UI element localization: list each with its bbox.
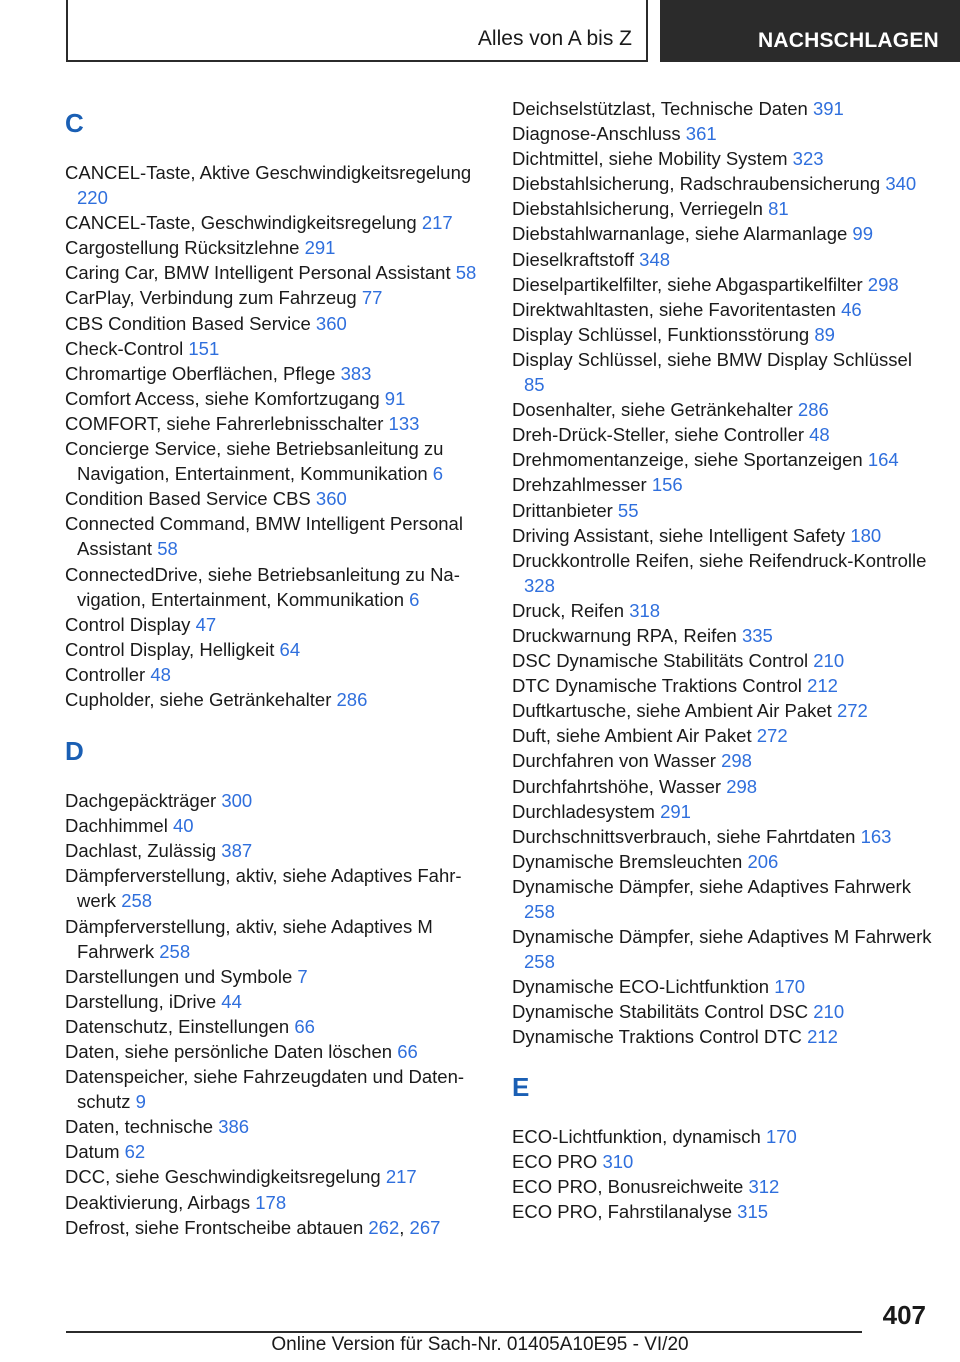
page-reference-link[interactable]: 312: [748, 1175, 780, 1197]
index-entry-text: CANCEL-Taste, Geschwindigkeitsregelung: [65, 212, 417, 234]
page-reference-link[interactable]: 66: [397, 1041, 418, 1062]
index-entry: [512, 924, 932, 974]
index-entry: [512, 648, 932, 673]
index-entry-text: CBS Condition Based Service: [65, 312, 311, 334]
page-reference-link[interactable]: 164: [867, 449, 899, 471]
page-reference-link[interactable]: 89: [814, 323, 835, 345]
index-entry-text: Diebstahlwarnanlage, siehe Alarmanlage: [512, 223, 848, 245]
page-reference-link[interactable]: 340: [885, 173, 917, 195]
index-entry: [512, 272, 932, 297]
page-reference-link[interactable]: 178: [255, 1191, 287, 1213]
index-entry-text: Datum: [65, 1141, 120, 1163]
index-entry: [65, 813, 485, 838]
index-entry: [512, 347, 932, 397]
page-reference-link[interactable]: 300: [221, 790, 253, 812]
index-entry: [65, 964, 485, 989]
index-entry: [65, 311, 485, 336]
page-reference-link[interactable]: 156: [651, 474, 683, 496]
page-reference-link[interactable]: 212: [807, 1026, 838, 1048]
page-reference-link[interactable]: 258: [524, 901, 555, 922]
index-entry-text: Direktwahltasten, siehe Favoritentasten: [512, 298, 836, 320]
index-entry: [65, 511, 485, 561]
page-reference-link[interactable]: 170: [774, 976, 806, 998]
index-entry: Defrost, siehe Frontscheibe abtauen 262, 267: [65, 1216, 441, 1238]
index-entry: [65, 1139, 485, 1164]
index-entry: [512, 397, 932, 422]
page-reference-link[interactable]: 318: [629, 599, 661, 621]
index-entry-text: Diebstahlsicherung, Verriegeln: [512, 198, 763, 220]
index-entry: [65, 1039, 485, 1064]
header-tab-label: Alles von A bis Z: [477, 27, 632, 50]
index-entry: [512, 472, 932, 497]
index-entry-text: Dynamische Dämpfer, siehe Adaptives M Fahrwerk: [512, 926, 932, 948]
page-reference-link[interactable]: 163: [860, 825, 892, 847]
page-reference-link[interactable]: 217: [385, 1166, 417, 1188]
index-entry: [65, 914, 485, 964]
page-reference-link[interactable]: 291: [660, 800, 691, 822]
index-entry: [65, 260, 485, 285]
page-reference-link[interactable]: 66: [294, 1015, 315, 1037]
index-entry: [512, 196, 932, 221]
page-reference-link[interactable]: 361: [685, 123, 717, 145]
index-entry: [512, 221, 932, 246]
page-reference-link[interactable]: 6: [409, 588, 420, 610]
page-reference-link[interactable]: 262: [368, 1216, 400, 1238]
index-entry: [65, 235, 485, 260]
index-entry-text: Durchfahrtshöhe, Wasser: [512, 775, 722, 797]
index-column-left: [65, 96, 485, 1240]
header-section-label: NACHSCHLAGEN: [758, 29, 939, 52]
page-reference-link[interactable]: 387: [221, 840, 253, 862]
index-entry: [512, 121, 932, 146]
index-entry: [65, 210, 485, 235]
page-reference-link[interactable]: 267: [409, 1216, 441, 1238]
index-entry-text: Durchschnittsverbrauch, siehe Fahrtdaten: [512, 825, 856, 847]
index-entry: [65, 1064, 485, 1114]
index-entry-text: CarPlay, Verbindung zum Fahrzeug: [65, 287, 357, 309]
page-reference-link[interactable]: 85: [524, 374, 545, 396]
index-entry-text: Dynamische Bremsleuchten: [512, 850, 743, 872]
index-entry-text: Daten, siehe persönliche Daten löschen: [65, 1041, 393, 1062]
index-entry-text: Comfort Access, siehe Komfortzugang: [65, 387, 380, 409]
index-entry: [512, 297, 932, 322]
page-reference-link[interactable]: 81: [768, 198, 789, 220]
page-reference-link[interactable]: 310: [602, 1150, 634, 1172]
index-entry: [512, 999, 932, 1024]
index-entry: [512, 799, 932, 824]
index-entry-text: Druckwarnung RPA, Reifen: [512, 624, 737, 646]
footer-divider: [66, 1331, 862, 1333]
index-entry: [65, 838, 485, 863]
index-entry-text: Datenschutz, Einstellungen: [65, 1015, 290, 1037]
page-reference-link[interactable]: 212: [807, 675, 838, 697]
page-reference-link[interactable]: 360: [315, 312, 347, 334]
page-reference-link[interactable]: 286: [797, 399, 829, 421]
index-entry-text: DTC Dynamische Traktions Control: [512, 675, 802, 697]
page-reference-link[interactable]: 99: [852, 223, 873, 245]
index-entry-text: Deichselstützlast, Technische Daten: [512, 98, 808, 119]
index-entry-text: Caring Car, BMW Intelligent Personal Assistant: [65, 262, 451, 284]
page-reference-link[interactable]: 383: [340, 362, 372, 384]
page-reference-link[interactable]: 180: [850, 524, 882, 546]
index-entry-text: Druck, Reifen: [512, 599, 625, 621]
index-entry: [512, 1199, 932, 1224]
index-entry: [65, 436, 485, 486]
header-section: [660, 0, 960, 62]
page-reference-link[interactable]: 360: [315, 488, 347, 510]
index-entry-text: Druckkontrolle Reifen, siehe Reifendruck-Kontrolle: [512, 549, 927, 571]
index-entry-text: Controller: [65, 663, 146, 685]
index-entry: [512, 824, 932, 849]
page-reference-link[interactable]: 298: [867, 273, 899, 295]
index-entry-text: Defrost, siehe Frontscheibe abtauen: [65, 1216, 364, 1238]
page-number: 407: [882, 1300, 926, 1330]
index-entry: [65, 612, 485, 637]
index-entry: [65, 637, 485, 662]
index-entry: [512, 146, 932, 171]
index-entry-text: Diagnose-Anschluss: [512, 123, 681, 145]
index-entry: [512, 1149, 932, 1174]
index-entry: [512, 322, 932, 347]
index-entry-text: Dachgepäckträger: [65, 790, 217, 812]
index-entry-text: Condition Based Service CBS: [65, 488, 311, 510]
index-entry: [65, 788, 485, 813]
index-entry: [512, 523, 932, 548]
page-reference-link[interactable]: 58: [157, 538, 178, 560]
page-reference-link[interactable]: 391: [812, 98, 844, 119]
index-entry-text: Chromartige Oberflächen, Pflege: [65, 362, 336, 384]
page-reference-link[interactable]: 48: [809, 424, 830, 446]
page-reference-link[interactable]: 258: [159, 940, 191, 962]
index-entry-text: ECO-Lichtfunktion, dynamisch: [512, 1125, 761, 1147]
page-reference-link[interactable]: 151: [188, 337, 220, 359]
index-entry-text: ECO PRO: [512, 1150, 598, 1172]
index-entry: [65, 662, 485, 687]
index-entry: [512, 974, 932, 999]
page-reference-link[interactable]: 272: [836, 700, 868, 722]
index-entry-text: ConnectedDrive, siehe Betriebsanleitung zu Navigation, Entertainment, Kommunikation: [65, 563, 460, 610]
index-entry: [65, 1190, 485, 1215]
page-reference-link[interactable]: 298: [721, 750, 752, 772]
index-entry-text: Display Schlüssel, siehe BMW Display Schlüssel: [512, 348, 912, 370]
page-reference-link[interactable]: 133: [388, 412, 420, 434]
index-entry-text: Dieselkraftstoff: [512, 248, 635, 270]
index-entry: [65, 486, 485, 511]
footer-online-version: Online Version für Sach-Nr. 01405A10E95 - VI/20: [271, 1334, 689, 1355]
index-entry-text: Dachlast, Zulässig: [65, 840, 217, 862]
page-reference-link[interactable]: 91: [384, 387, 406, 409]
index-entry-text: ECO PRO, Fahrstilanalyse: [512, 1200, 733, 1222]
index-entry: [512, 874, 932, 924]
index-entry: [512, 623, 932, 648]
header-tab: [66, 0, 648, 62]
index-entry-text: Cargostellung Rücksitzlehne: [65, 237, 300, 259]
page-reference-link[interactable]: 315: [737, 1200, 769, 1222]
index-letter-heading: C: [65, 108, 84, 138]
index-entry: [65, 989, 485, 1014]
page-reference-link[interactable]: 64: [279, 638, 301, 660]
index-entry-text: Dämpferverstellung, aktiv, siehe Adaptives M Fahrwerk: [65, 915, 433, 962]
index-entry-text: Dynamische ECO-Lichtfunktion: [512, 976, 770, 998]
index-entry-text: Darstellungen und Symbole: [65, 965, 293, 987]
page-reference-link[interactable]: 46: [841, 298, 862, 320]
index-entry-text: COMFORT, siehe Fahrerlebnisschalter: [65, 412, 384, 434]
index-entry: [512, 247, 932, 272]
page-reference-link[interactable]: 206: [747, 850, 779, 872]
index-entry: [65, 285, 485, 310]
index-entry-text: Durchladesystem: [512, 800, 655, 822]
page-reference-link[interactable]: 258: [121, 890, 153, 912]
index-entry-text: Cupholder, siehe Getränkehalter: [65, 688, 332, 710]
index-entry: [65, 1114, 485, 1139]
index-entry-text: Connected Command, BMW Intelligent Personal Assistant: [65, 513, 463, 560]
page-reference-link[interactable]: 348: [639, 248, 671, 270]
index-entry: [512, 698, 932, 723]
index-entry-text: Dynamische Stabilitäts Control DSC: [512, 1001, 809, 1023]
page-reference-link[interactable]: 335: [741, 624, 773, 646]
index-entry-text: Dreh-Drück-Steller, siehe Controller: [512, 424, 804, 446]
page-reference-link[interactable]: 44: [221, 990, 242, 1012]
index-entry: [512, 498, 932, 523]
index-entry-text: ECO PRO, Bonusreichweite: [512, 1175, 744, 1197]
index-entry: [512, 849, 932, 874]
page-reference-link[interactable]: 62: [124, 1141, 146, 1163]
page-reference-link[interactable]: 7: [297, 965, 308, 987]
index-entry-text: Dynamische Dämpfer, siehe Adaptives Fahrwerk: [512, 875, 911, 897]
index-entry-text: Control Display, Helligkeit: [65, 638, 275, 660]
index-entry-text: Dynamische Traktions Control DTC: [512, 1026, 802, 1048]
index-entry-text: Dieselpartikelfilter, siehe Abgaspartikelfilter: [512, 273, 863, 295]
index-entry: [512, 422, 932, 447]
index-entry-text: Dosenhalter, siehe Getränkehalter: [512, 399, 793, 421]
index-entry: [512, 1024, 932, 1049]
page-reference-link[interactable]: 328: [524, 574, 555, 596]
index-entry-text: Deaktivierung, Airbags: [65, 1191, 251, 1213]
index-entry-text: Concierge Service, siehe Betriebsanleitung zu Navigation, Entertainment, Kommunikation: [65, 438, 444, 485]
page-reference-link[interactable]: 291: [304, 237, 336, 259]
page-reference-link[interactable]: 272: [756, 725, 788, 747]
index-entry: [65, 863, 485, 913]
index-entry: [512, 748, 932, 773]
page-reference-link[interactable]: 286: [336, 688, 368, 710]
index-entry: [512, 598, 932, 623]
index-entry-text: Drittanbieter: [512, 499, 613, 521]
index-entry-text: Durchfahren von Wasser: [512, 750, 716, 772]
page-reference-link[interactable]: 9: [135, 1091, 146, 1113]
index-entry-text: Drehmomentanzeige, siehe Sportanzeigen: [512, 449, 863, 471]
index-entry-text: Dichtmittel, siehe Mobility System: [512, 148, 788, 170]
index-entry-text: Diebstahlsicherung, Radschraubensicherung: [512, 173, 881, 195]
index-entry-text: Duftkartusche, siehe Ambient Air Paket: [512, 700, 832, 722]
index-letter-heading: E: [512, 1071, 530, 1102]
index-entry: [512, 96, 932, 121]
index-entry-text: DCC, siehe Geschwindigkeitsregelung: [65, 1166, 381, 1188]
index-entry-text: Datenspeicher, siehe Fahrzeugdaten und Datenschutz: [65, 1066, 465, 1113]
index-entry: [512, 1124, 932, 1149]
index-entry: [65, 361, 485, 386]
index-entry-text: Check-Control: [65, 337, 184, 359]
index-entry: [512, 447, 932, 472]
index-entry: [512, 774, 932, 799]
index-entry: [65, 386, 485, 411]
index-column-right: [512, 96, 932, 1224]
index-entry-text: Dämpferverstellung, aktiv, siehe Adaptives Fahrwerk: [65, 865, 462, 912]
page-reference-link[interactable]: 258: [524, 951, 555, 973]
page-reference-link[interactable]: 47: [195, 613, 217, 635]
index-entry-text: Display Schlüssel, Funktionsstörung: [512, 323, 810, 345]
index-entry: [65, 1164, 485, 1189]
index-entry: [512, 1174, 932, 1199]
page-reference-link[interactable]: 220: [77, 187, 108, 209]
index-entry: [65, 411, 485, 436]
page-reference-link[interactable]: 210: [813, 1001, 845, 1023]
index-entry: [512, 171, 932, 196]
page-reference-link[interactable]: 58: [455, 262, 477, 284]
index-entry-text: Dachhimmel: [65, 815, 168, 837]
page-reference-link[interactable]: 170: [765, 1125, 797, 1147]
page-reference-link[interactable]: 6: [432, 463, 444, 485]
index-entry: [65, 336, 485, 361]
page-reference-link[interactable]: 298: [726, 775, 758, 797]
index-entry: [512, 548, 932, 598]
index-entry: [512, 673, 932, 698]
index-entry-text: Darstellung, iDrive: [65, 990, 217, 1012]
index-entry-text: Duft, siehe Ambient Air Paket: [512, 725, 752, 747]
index-letter-heading: D: [65, 736, 84, 767]
index-entry: [65, 687, 485, 712]
page-reference-link[interactable]: 48: [150, 663, 171, 685]
index-entry-text: Drehzahlmesser: [512, 474, 647, 496]
index-entry-text: Control Display: [65, 613, 191, 635]
index-entry: [65, 1014, 485, 1039]
page-reference-link[interactable]: 217: [421, 212, 453, 234]
page-reference-link[interactable]: 210: [813, 650, 845, 672]
index-entry-text: Driving Assistant, siehe Intelligent Safety: [512, 524, 846, 546]
index-entry-text: Daten, technische: [65, 1116, 214, 1138]
index-entry: [65, 160, 485, 210]
page-reference-link[interactable]: 323: [792, 148, 824, 170]
index-entry: [512, 723, 932, 748]
page-reference-link[interactable]: 77: [361, 287, 383, 309]
index-entry-text: DSC Dynamische Stabilitäts Control: [512, 650, 809, 672]
index-entry: [65, 562, 485, 612]
index-entry-text: CANCEL-Taste, Aktive Geschwindigkeitsregelung: [65, 162, 472, 183]
page-reference-link[interactable]: 40: [172, 815, 194, 837]
page-reference-link[interactable]: 386: [218, 1116, 250, 1138]
page-reference-link[interactable]: 55: [617, 499, 639, 521]
